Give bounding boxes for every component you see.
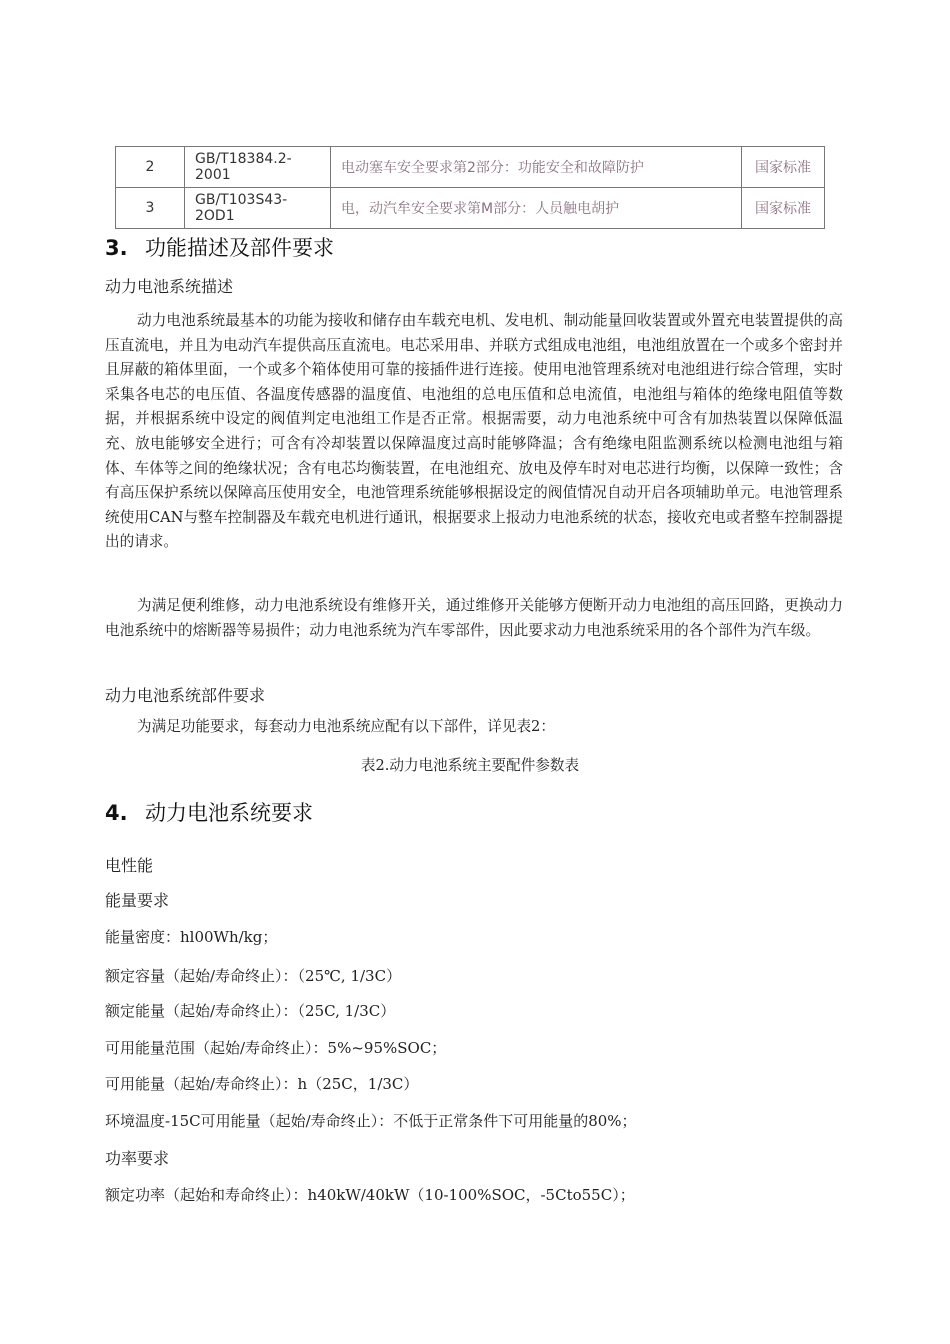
section-number: 4. bbox=[105, 801, 128, 825]
subheading-component-requirements: 动力电池系统部件要求 bbox=[105, 686, 266, 705]
paragraph-maintenance: 为满足便利维修，动力电池系统设有维修开关，通过维修开关能够方便断开动力电池组的高压回路，更换动力电池系统中的熔断器等易损件；动力电池系统为汽车零部件，因此要求动力电池系统采用的各个部件为汽车级。 bbox=[105, 597, 843, 639]
standard-title: 电，动汽牟安全要求第M部分：人员触电胡护 bbox=[331, 188, 742, 229]
usable-energy-line: 可用能量（起始/寿命终止）：h（25C，1/3C） bbox=[105, 1075, 419, 1093]
section-3-heading bbox=[105, 232, 334, 262]
section-title: 动力电池系统要求 bbox=[145, 801, 313, 825]
paragraph-components-intro: 为满足功能要求，每套动力电池系统应配有以下部件，详见表2： bbox=[137, 718, 555, 735]
standard-type: 国家标准 bbox=[742, 147, 825, 188]
subheading-energy: 能量要求 bbox=[105, 891, 170, 910]
subheading-electrical: 电性能 bbox=[105, 856, 154, 875]
row-number: 3 bbox=[116, 188, 185, 229]
table-caption: 表2.动力电池系统主要配件参数表 bbox=[360, 757, 580, 774]
subheading-power: 功率要求 bbox=[105, 1149, 170, 1168]
standard-title: 电动塞车安全要求第2部分：功能安全和故障防护 bbox=[331, 147, 742, 188]
row-number: 2 bbox=[116, 147, 185, 188]
standard-code: GB/T18384.2-2001 bbox=[185, 147, 331, 188]
section-title: 功能描述及部件要求 bbox=[145, 236, 334, 260]
rated-capacity-line: 额定容量（起始/寿命终止）：（25℃, 1/3C） bbox=[105, 967, 402, 985]
standard-code: GB/T103S43-2OD1 bbox=[185, 188, 331, 229]
usable-energy-range-line: 可用能量范围（起始/寿命终止）：5%~95%SOC； bbox=[105, 1039, 447, 1057]
table-row bbox=[116, 188, 825, 229]
section-4-heading bbox=[105, 797, 313, 827]
standard-type: 国家标准 bbox=[742, 188, 825, 229]
section-number: 3. bbox=[105, 236, 128, 260]
low-temp-energy-line: 环境温度-15C可用能量（起始/寿命终止）：不低于正常条件下可用能量的80%； bbox=[105, 1112, 637, 1130]
table-row bbox=[116, 147, 825, 188]
rated-power-line: 额定功率（起始和寿命终止）：h40kW/40kW（10-100%SOC，-5Cto55C）； bbox=[105, 1186, 635, 1204]
energy-density-line: 能量密度：hl00Wh/kg； bbox=[105, 928, 278, 946]
rated-energy-line: 额定能量（起始/寿命终止）：（25C, 1/3C） bbox=[105, 1002, 396, 1020]
subheading-system-description: 动力电池系统描述 bbox=[105, 277, 234, 296]
paragraph-system-description: 动力电池系统最基本的功能为接收和储存由车载充电机、发电机、制动能量回收装置或外置充电装置提供的高压直流电，并且为电动汽车提供高压直流电。电芯采用串、并联方式组成电池组，电池组放置在一个或多个密封并且屏蔽的箱体里面，一个或多个箱体使用可靠的接插件进行连接。使用电池管理系统对电池组进行综合管理，实时采集各电芯的电压值、各温度传感器的温度值、电池组的总电压值和总电流值，电池组与箱体的绝缘电阻值等数据，并根据系统中设定的阀值判定电池组工作是否正常。根据需要，动力电池系统中可含有加热装置以保障低温充、放电能够安全进行；可含有冷却装置以保障温度过高时能够降温；含有绝缘电阻监测系统以检测电池组与箱体、车体等之间的绝缘状况；含有电芯均衡装置，在电池组充、放电及停车时对电芯进行均衡，以保障一致性；含有高压保护系统以保障高压使用安全，电池管理系统能够根据设定的阀值情况自动开启各项辅助单元。电池管理系统使用CAN与整车控制器及车载充电机进行通讯，根据要求上报动力电池系统的状态，接收充电或者整车控制器提出的请求。 bbox=[105, 312, 843, 551]
standards-table bbox=[115, 146, 825, 229]
